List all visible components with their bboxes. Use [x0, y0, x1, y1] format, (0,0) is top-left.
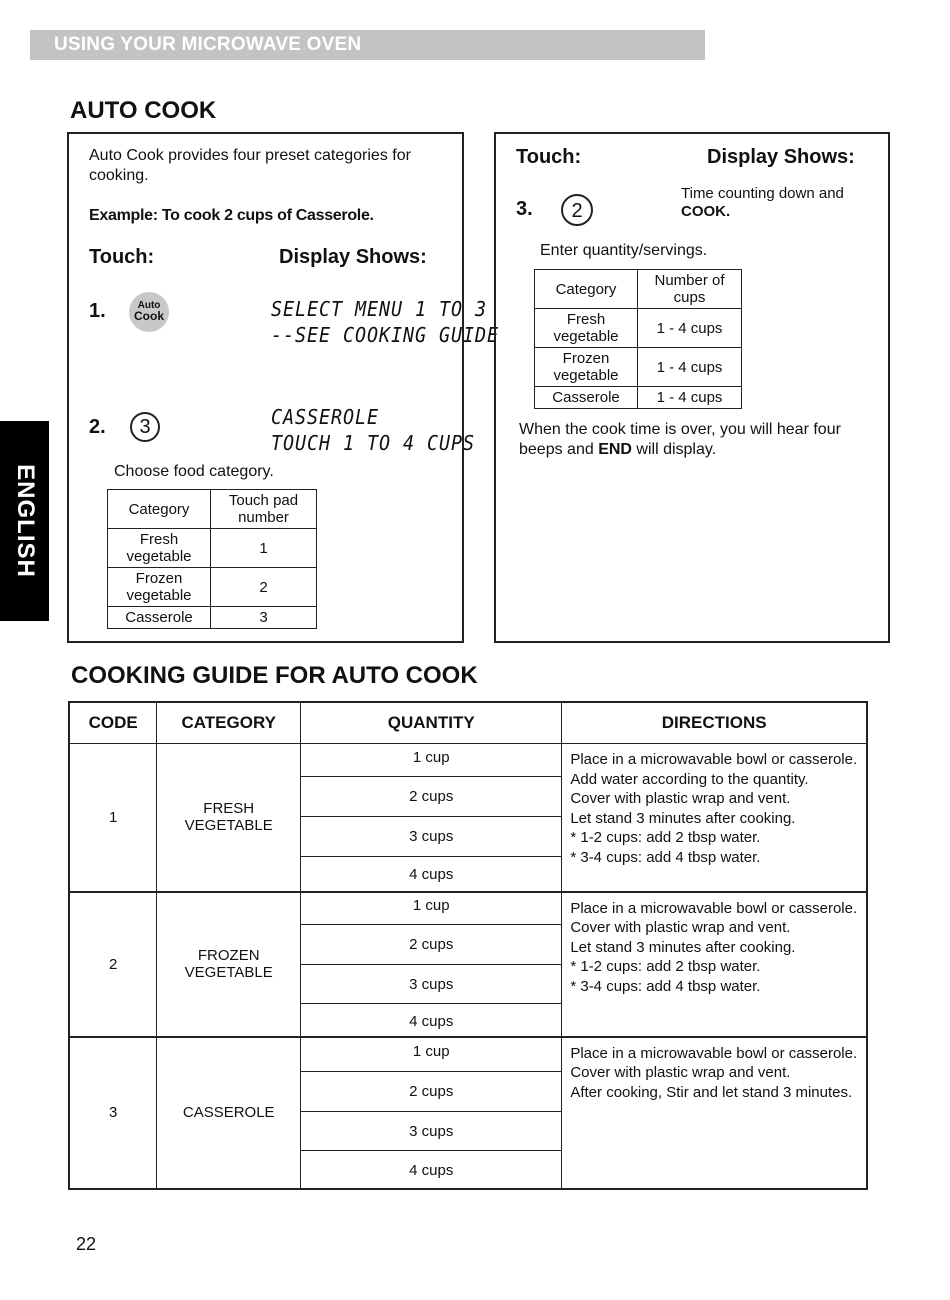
guide-category-cell — [157, 892, 301, 1037]
end-note-after: will display. — [631, 441, 717, 458]
touch-column-label: Touch: — [516, 146, 582, 168]
display-step2-line2: TOUCH 1 TO 4 CUPS — [271, 431, 475, 455]
table-cell: 1 — [211, 529, 317, 568]
end-note — [519, 420, 869, 460]
display-column-label: Display Shows: — [279, 246, 427, 268]
guide-header-quantity: QUANTITY — [301, 702, 562, 744]
guide-quantity-cell: 2 cups — [301, 1072, 562, 1112]
table-header-cell: Category — [108, 490, 211, 529]
keypad-2-button[interactable]: 2 — [561, 194, 593, 226]
guide-category-line1: CASSEROLE — [182, 1104, 275, 1121]
table-row — [108, 607, 317, 629]
table-row — [535, 348, 742, 387]
display-step1-line1: SELECT MENU 1 TO 3 — [271, 297, 487, 321]
section-header-bar: USING YOUR MICROWAVE OVEN — [30, 30, 705, 60]
table-row — [535, 387, 742, 409]
guide-quantity-cell: 1 cup — [301, 1037, 562, 1072]
guide-quantity-cell: 2 cups — [301, 925, 562, 965]
auto-cook-button-line2: Cook — [134, 309, 164, 323]
guide-header-code: CODE — [69, 702, 157, 744]
table-cell: Casserole — [535, 387, 638, 409]
table-cell: 3 — [211, 607, 317, 629]
display-step3-line2: COOK. — [681, 203, 731, 220]
example-text: Example: To cook 2 cups of Casserole. — [89, 207, 374, 224]
step-1-number: 1. — [89, 300, 106, 322]
guide-header-category: CATEGORY — [157, 702, 301, 744]
guide-directions-cell: Place in a microwavable bowl or casserole. Cover with plastic wrap and vent. After cooking, Stir and let stand 3 minutes. — [562, 1037, 867, 1189]
table-cell: 1 - 4 cups — [638, 309, 742, 348]
table-cell: Fresh vegetable — [535, 309, 638, 348]
language-label: ENGLISH — [11, 464, 39, 578]
display-column-label: Display Shows: — [707, 146, 855, 168]
guide-directions-cell: Place in a microwavable bowl or casserole. Cover with plastic wrap and vent. Let stand 3 minutes after cooking. * 1-2 cups: add 2 tbsp water. * 3-4 cups: add 4 tbsp water. — [562, 892, 867, 1037]
cooking-guide-table — [68, 701, 868, 1190]
intro-text: Auto Cook provides four preset categories for cooking. — [89, 147, 411, 184]
guide-directions-cell: Place in a microwavable bowl or casserole. Add water according to the quantity. Cover with plastic wrap and vent. Let stand 3 minutes after cooking. * 1-2 cups: add 2 tbsp water. * 3-4 cups: add 4 tbsp water. — [562, 744, 867, 892]
guide-quantity-cell: 4 cups — [301, 857, 562, 892]
table-header-row — [535, 270, 742, 309]
guide-category-line1: FRESH — [203, 800, 255, 818]
table-cell: Frozen vegetable — [108, 568, 211, 607]
page-number: 22 — [76, 1234, 97, 1254]
guide-category-cell — [157, 1037, 301, 1189]
guide-title: COOKING GUIDE FOR AUTO COOK — [71, 662, 478, 689]
table-cell: Frozen vegetable — [535, 348, 638, 387]
table-row — [535, 309, 742, 348]
table-row — [108, 529, 317, 568]
category-touchpad-table — [107, 489, 317, 629]
end-note-before: When the cook time is over, you will hear four beeps and — [519, 421, 841, 458]
guide-quantity-cell: 3 cups — [301, 1112, 562, 1151]
display-step3-text — [681, 185, 844, 221]
display-step3-line1: Time counting down and — [681, 185, 844, 202]
guide-header-directions: DIRECTIONS — [562, 702, 867, 744]
display-step1-line2: --SEE COOKING GUIDE — [271, 323, 499, 347]
guide-code-cell: 1 — [69, 744, 157, 892]
table-cell: 2 — [211, 568, 317, 607]
guide-code-cell: 3 — [69, 1037, 157, 1189]
table-header-cell: Touch pad number — [211, 490, 317, 529]
step-3-number: 3. — [516, 198, 533, 220]
display-step2-line1: CASSEROLE — [271, 405, 379, 429]
guide-quantity-cell: 2 cups — [301, 777, 562, 817]
touch-column-label: Touch: — [89, 246, 155, 268]
keypad-3-button[interactable]: 3 — [130, 412, 160, 442]
guide-category-line2: VEGETABLE — [184, 817, 273, 835]
category-cups-table — [534, 269, 742, 409]
end-note-bold: END — [598, 441, 632, 458]
guide-category-cell — [157, 744, 301, 892]
table-row — [108, 568, 317, 607]
section-title: AUTO COOK — [70, 97, 217, 124]
guide-quantity-cell: 3 cups — [301, 817, 562, 857]
guide-quantity-cell: 4 cups — [301, 1151, 562, 1189]
guide-header-row — [69, 702, 867, 744]
table-cell: Casserole — [108, 607, 211, 629]
guide-quantity-cell: 1 cup — [301, 892, 562, 925]
table-cell: Fresh vegetable — [108, 529, 211, 568]
guide-category-line1: FROZEN — [197, 947, 260, 964]
enter-quantity-text: Enter quantity/servings. — [540, 242, 708, 259]
guide-category-line2: VEGETABLE — [184, 964, 273, 981]
guide-quantity-cell: 4 cups — [301, 1004, 562, 1037]
table-header-cell: Number of cups — [638, 270, 742, 309]
language-side-tab — [0, 421, 49, 621]
auto-cook-button[interactable] — [129, 292, 169, 332]
table-header-row — [108, 490, 317, 529]
table-cell: 1 - 4 cups — [638, 387, 742, 409]
table-row — [69, 1037, 867, 1072]
guide-quantity-cell: 1 cup — [301, 744, 562, 777]
choose-category-text: Choose food category. — [114, 463, 274, 480]
table-row — [69, 744, 867, 777]
table-cell: 1 - 4 cups — [638, 348, 742, 387]
left-instruction-panel — [67, 132, 499, 643]
step-2-number: 2. — [89, 416, 106, 438]
guide-code-cell: 2 — [69, 892, 157, 1037]
right-instruction-panel — [494, 132, 890, 643]
auto-cook-button-line1: Auto — [137, 300, 161, 311]
table-row — [69, 892, 867, 925]
table-header-cell: Category — [535, 270, 638, 309]
guide-quantity-cell: 3 cups — [301, 965, 562, 1004]
